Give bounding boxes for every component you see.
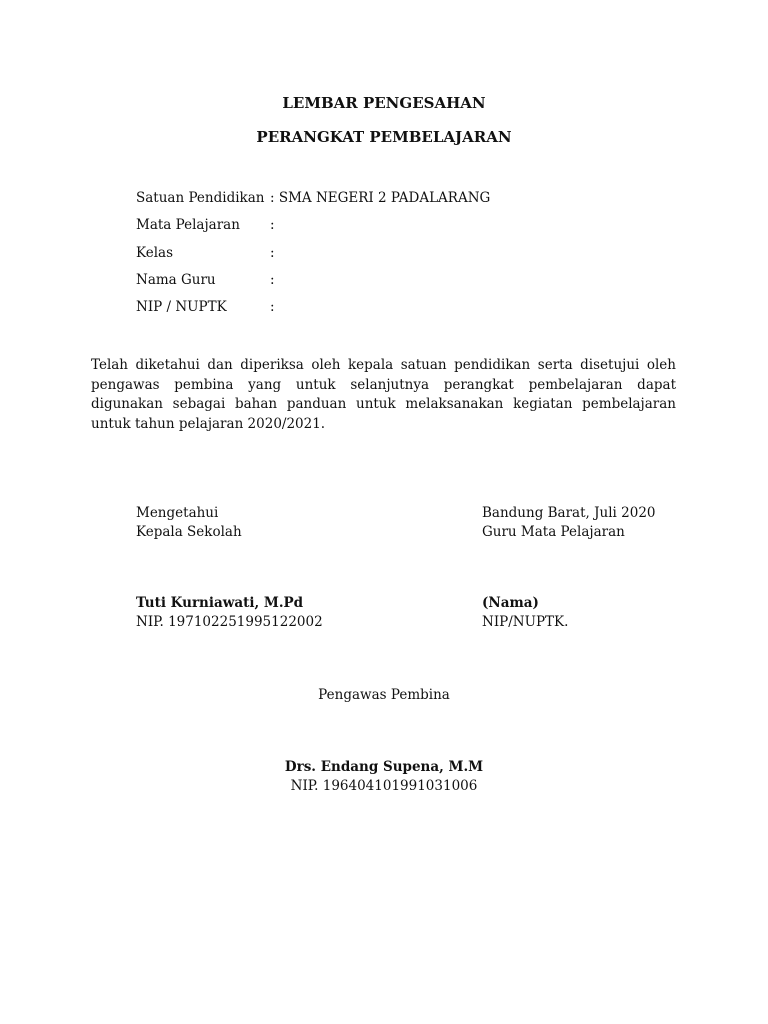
field-label-nip-nuptk: NIP / NUPTK — [136, 299, 227, 315]
right-signatory-name: (Nama) — [482, 595, 539, 611]
field-label-nama-guru: Nama Guru — [136, 272, 216, 288]
right-signatory-role: Guru Mata Pelajaran — [482, 524, 625, 540]
document-subtitle: PERANGKAT PEMBELAJARAN — [256, 128, 512, 146]
field-value-nama-guru: : — [270, 272, 275, 288]
left-signatory-nip: NIP. 197102251995122002 — [136, 614, 323, 630]
field-label-satuan-pendidikan: Satuan Pendidikan — [136, 190, 265, 206]
approval-statement: Telah diketahui dan diperiksa oleh kepala satuan pendidikan serta disetujui oleh pengawas pembina yang untuk selanjutnya perangkat pembelajaran dapat digunakan sebagai bahan panduan untuk melaksanakan kegiatan pembelajaran untuk tahun pelajaran 2020/2021. — [91, 357, 676, 432]
right-signatory-nip: NIP/NUPTK. — [482, 614, 569, 630]
field-value-satuan-pendidikan: : SMA NEGERI 2 PADALARANG — [270, 190, 491, 206]
field-label-kelas: Kelas — [136, 245, 174, 261]
field-value-nip-nuptk: : — [270, 299, 275, 315]
supervisor-name: Drs. Endang Supena, M.M — [284, 759, 484, 775]
left-signatory-line1: Mengetahui — [136, 505, 219, 521]
left-signatory-name: Tuti Kurniawati, M.Pd — [136, 595, 304, 611]
right-signatory-place-date: Bandung Barat, Juli 2020 — [482, 505, 656, 521]
field-value-kelas: : — [270, 245, 275, 261]
left-signatory-role: Kepala Sekolah — [136, 524, 242, 540]
field-label-mata-pelajaran: Mata Pelajaran — [136, 217, 240, 233]
field-value-mata-pelajaran: : — [270, 217, 275, 233]
supervisor-nip: NIP. 196404101991031006 — [290, 778, 478, 794]
supervisor-role: Pengawas Pembina — [318, 687, 450, 703]
document-title: LEMBAR PENGESAHAN — [282, 94, 486, 112]
